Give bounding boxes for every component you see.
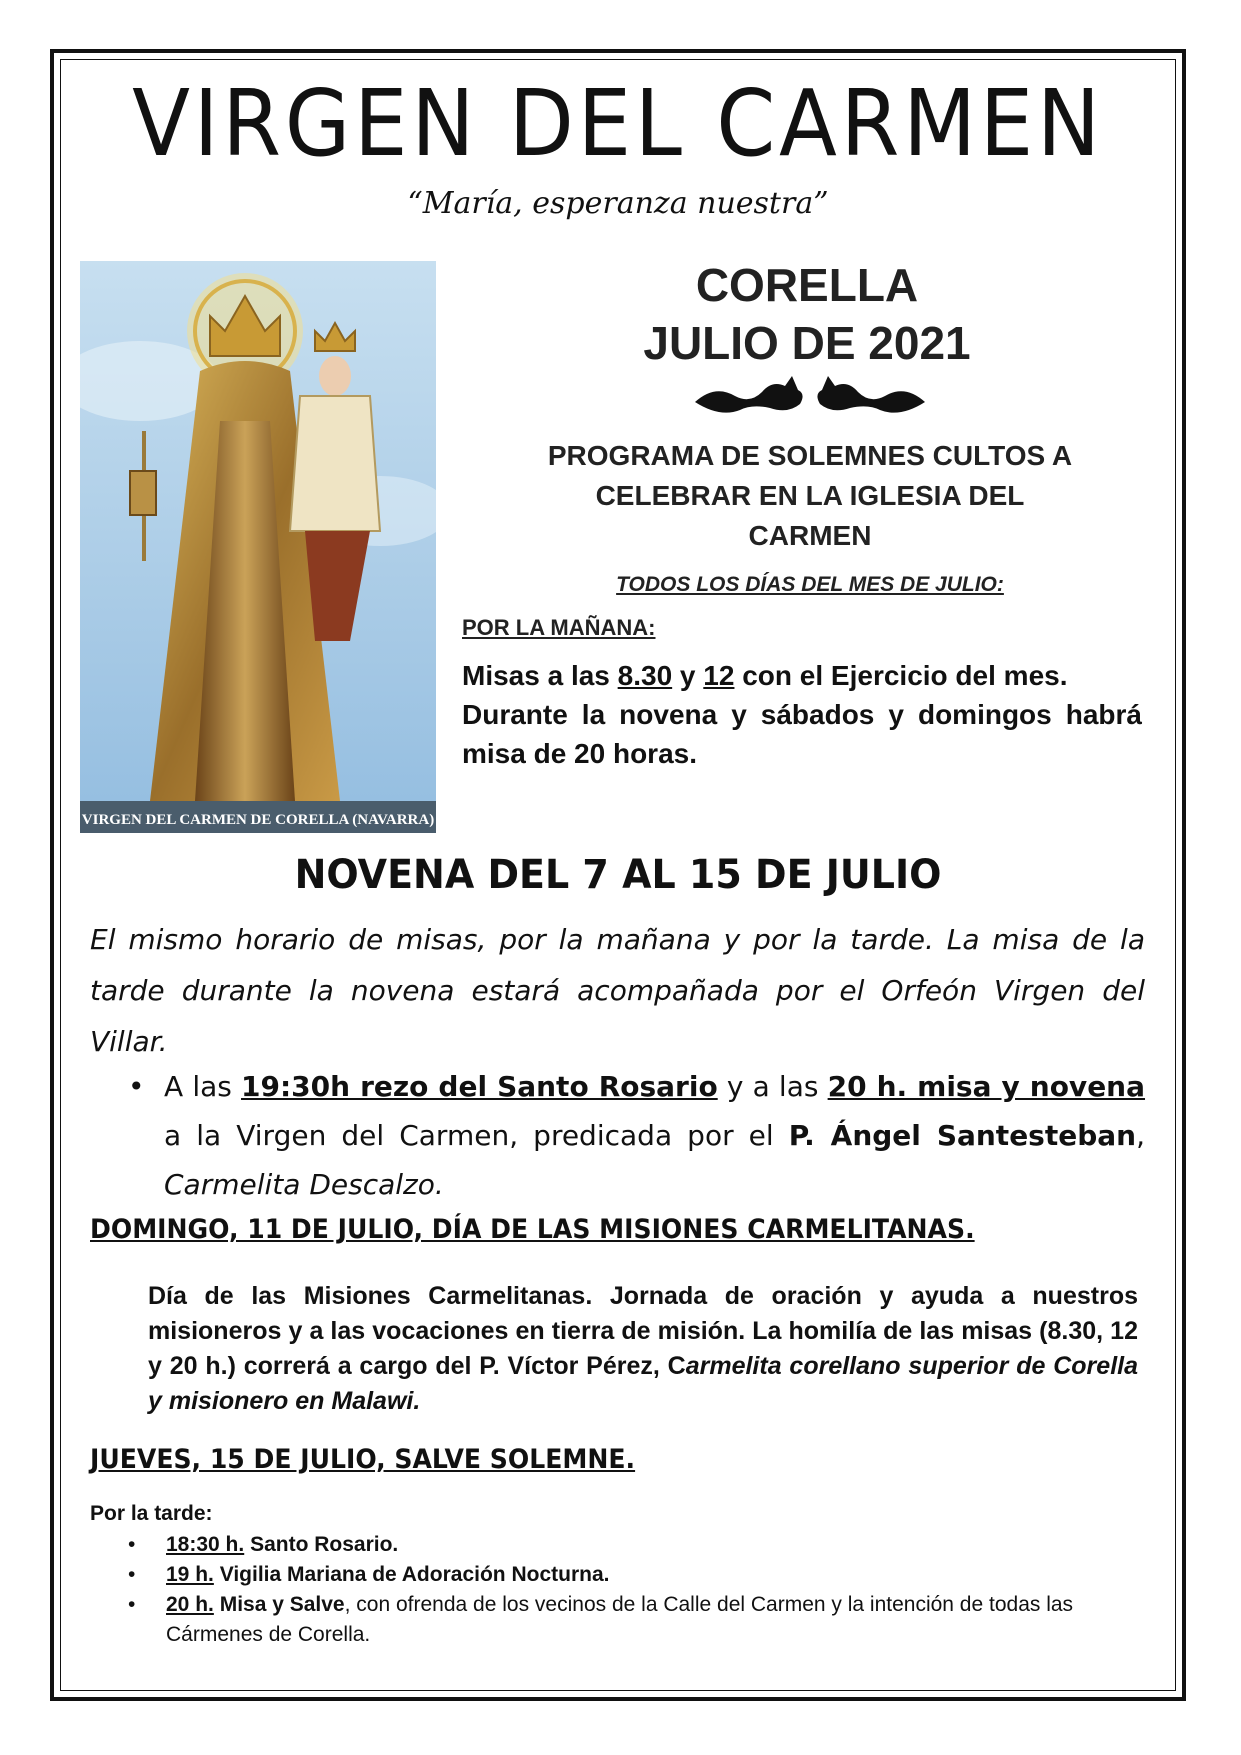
ornament-icon [690,364,930,420]
date: JULIO DE 2021 [643,317,971,369]
bullet-icon: • [128,1533,136,1556]
list-item: • 18:30 h. Santo Rosario. [128,1530,1138,1560]
photo-caption: VIRGEN DEL CARMEN DE CORELLA (NAVARRA) [81,812,435,828]
morning-masses: Misas a las 8.30 y 12 con el Ejercicio del mes. Durante la novena y sábados y domingos habrá misa de 20 horas. [462,656,1142,773]
program-title: PROGRAMA DE SOLEMNES CULTOS A CELEBRAR EN LA IGLESIA DEL CARMEN [547,440,1073,551]
every-day-label: TODOS LOS DÍAS DEL MES DE JULIO: [616,573,1004,596]
sunday-description: Día de las Misiones Carmelitanas. Jornada de oración y ayuda a nuestros misioneros y a las vocaciones en tierra de misión. La homilía de las misas (8.30, 12 y 20 h.) correrá a cargo del P. Víctor Pérez, Carmelita corellano superior de Corella y misionero en Malawi. [148,1282,1138,1415]
poster-title: VIRGEN DEL CARMEN [132,70,1104,177]
morning-label: POR LA MAÑANA: [462,615,656,640]
novena-heading: NOVENA DEL 7 AL 15 DE JULIO [294,852,942,898]
list-item: • 19 h. Vigilia Mariana de Adoración Nocturna. [128,1560,1138,1590]
motto: “María, esperanza nuestra” [407,186,829,221]
virgin-image [80,261,436,833]
rosary-time: 19:30h rezo del Santo Rosario [241,1070,718,1103]
city-and-date [462,256,1152,372]
preacher-order: Carmelita Descalzo. [164,1168,444,1201]
bullet-icon: • [128,1070,145,1103]
city: CORELLA [695,259,919,311]
mass-time-1: 8.30 [617,660,673,691]
evening-mass-note: Durante la novena y sábados y domingos habrá misa de 20 horas. [462,699,1142,769]
novena-intro: El mismo horario de misas, por la mañana y por la tarde. La misa de la tarde durante la novena estará acompañada por el Orfeón Virgen del Villar. [90,923,1145,1058]
novena-mass-time: 20 h. misa y novena [827,1070,1146,1103]
list-item: • A las 19:30h rezo del Santo Rosario y a las 20 h. misa y novena a la Virgen del Carmen, predicada por el P. Ángel Santesteban, Carmelita Descalzo. [128,1062,1145,1209]
list-item: • 20 h. Misa y Salve, con ofrenda de los vecinos de la Calle del Carmen y la intención de todas las Cármenes de Corella. [128,1590,1138,1650]
mass-time-2: 12 [703,660,735,691]
priest-name: P. Víctor Pérez [479,1352,653,1380]
preacher-name: P. Ángel Santesteban [788,1119,1137,1152]
bullet-icon: • [128,1593,136,1616]
afternoon-label: Por la tarde: [90,1502,213,1525]
novena-details [128,1062,1145,1209]
thursday-schedule [128,1530,1138,1650]
sunday-heading: DOMINGO, 11 DE JULIO, DÍA DE LAS MISIONES CARMELITANAS. [90,1214,975,1245]
bullet-icon: • [128,1563,136,1586]
thursday-heading: JUEVES, 15 DE JULIO, SALVE SOLEMNE. [90,1444,636,1475]
